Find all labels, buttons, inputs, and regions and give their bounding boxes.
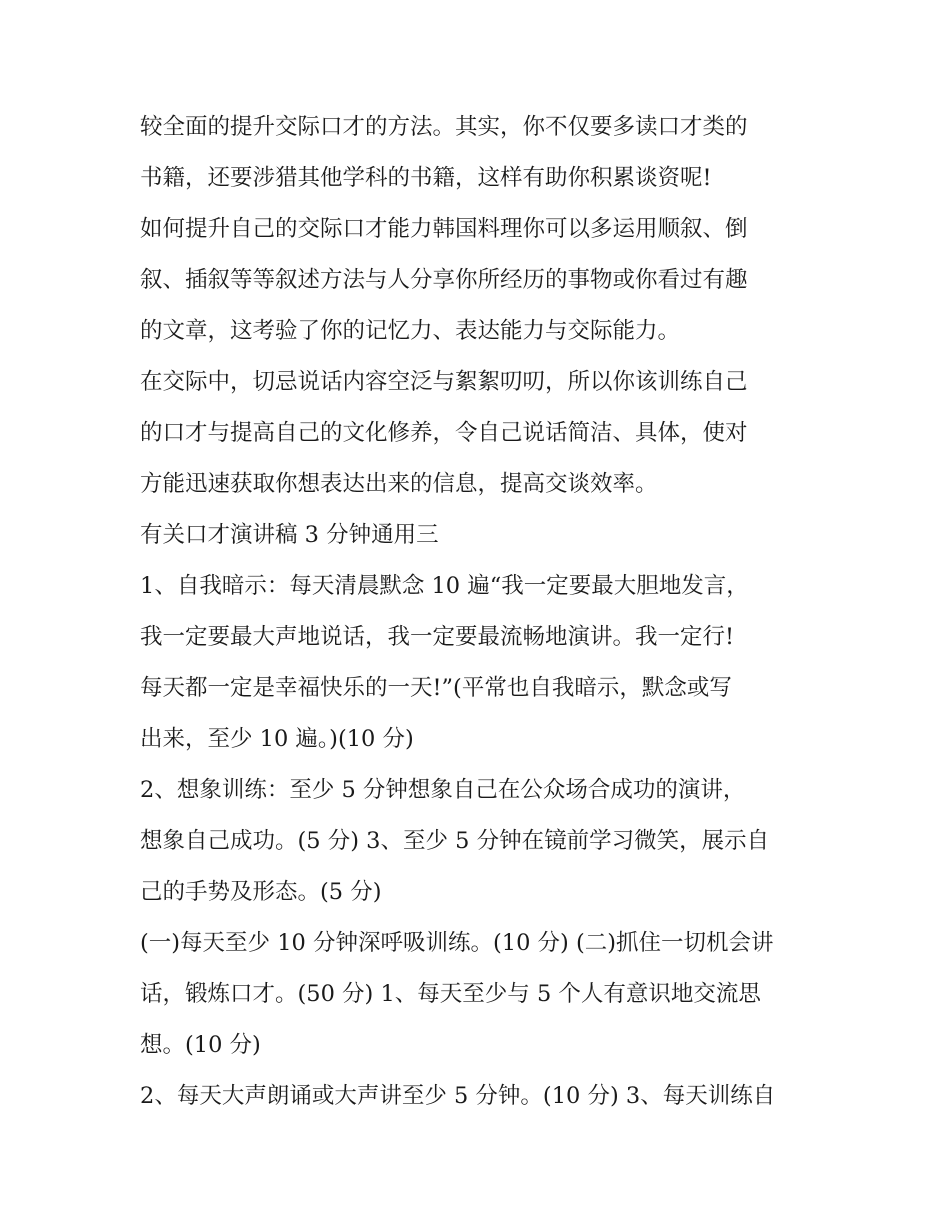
text-line: 的文章，这考验了你的记忆力、表达能力与交际能力。 [140, 318, 681, 344]
text-line: 话，锻炼口才。(50 分) 1、每天至少与 5 个人有意识地交流思 [140, 981, 761, 1007]
text-line: 1、自我暗示：每天清晨默念 10 遍“我一定要最大胆地发言， [140, 573, 749, 599]
document-body [140, 102, 820, 1122]
text-line: 己的手势及形态。(5 分) [140, 879, 382, 905]
text-line: 叙、插叙等等叙述方法与人分享你所经历的事物或你看过有趣 [140, 267, 748, 293]
text-line: 想。(10 分) [140, 1032, 261, 1058]
text-line: 在交际中，切忌说话内容空泛与絮絮叨叨，所以你该训练自己 [140, 369, 748, 395]
section-heading: 有关口才演讲稿 3 分钟通用三 [140, 522, 439, 548]
text-line: 的口才与提高自己的文化修养，令自己说话简洁、具体，使对 [140, 420, 748, 446]
text-line: (一)每天至少 10 分钟深呼吸训练。(10 分) (二)抓住一切机会讲 [140, 930, 774, 956]
text-line: 书籍，还要涉猎其他学科的书籍，这样有助你积累谈资呢! [140, 165, 712, 191]
text-line: 如何提升自己的交际口才能力韩国料理你可以多运用顺叙、倒 [140, 216, 748, 242]
text-line: 2、每天大声朗诵或大声讲至少 5 分钟。(10 分) 3、每天训练自 [140, 1083, 776, 1109]
text-line: 每天都一定是幸福快乐的一天!”(平常也自我暗示，默念或写 [140, 675, 732, 701]
text-line: 想象自己成功。(5 分) 3、至少 5 分钟在镜前学习微笑，展示自 [140, 828, 770, 854]
text-line: 我一定要最大声地说话，我一定要最流畅地演讲。我一定行! [140, 624, 735, 650]
text-line: 较全面的提升交际口才的方法。其实，你不仅要多读口才类的 [140, 114, 748, 140]
text-line: 2、想象训练：至少 5 分钟想象自己在公众场合成功的演讲， [140, 777, 746, 803]
text-line: 方能迅速获取你想表达出来的信息，提高交谈效率。 [140, 471, 658, 497]
text-line: 出来，至少 10 遍。)(10 分) [140, 726, 414, 752]
